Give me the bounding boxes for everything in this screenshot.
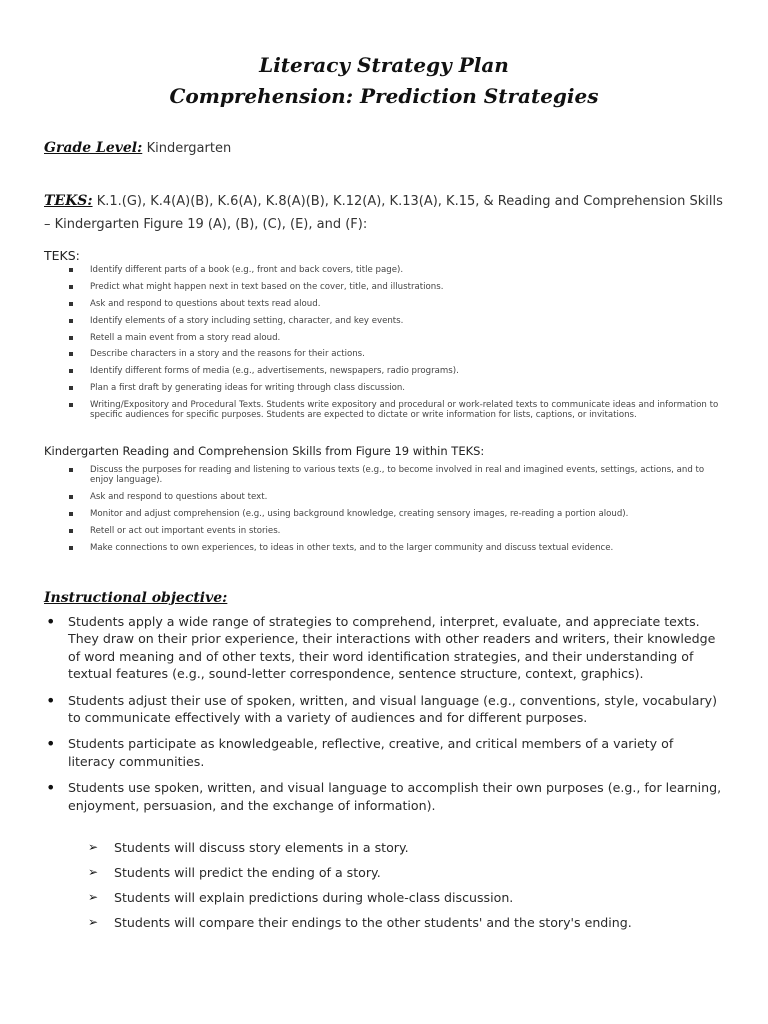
list-item: Ask and respond to questions about texts read aloud. (44, 299, 724, 309)
sub-list-item (88, 914, 724, 931)
teks-summary (44, 190, 724, 236)
teks-summary-label: TEKS: (44, 193, 93, 209)
list-item: • Students apply a wide range of strategies to comprehend, interpret, evaluate, and appreciate texts. They draw on their prior experience, their interactions with other readers and writers, their knowledge of word meaning and of other texts, their word identification strategies, and their understanding of textual features (e.g., sound-letter correspondence, sentence structure, context, graphics). (44, 613, 724, 683)
list-item: • Students adjust their use of spoken, written, and visual language (e.g., conventions, style, vocabulary) to communicate effectively with a variety of audiences and for different purposes. (44, 692, 724, 727)
objective-list (44, 613, 724, 823)
list-item: Ask and respond to questions about text. (44, 492, 724, 502)
grade-level (44, 140, 231, 156)
list-item: Retell a main event from a story read aloud. (44, 333, 724, 343)
teks-section-heading: TEKS: (44, 248, 80, 263)
figure-section-heading: Kindergarten Reading and Comprehension Skills from Figure 19 within TEKS: (44, 444, 485, 458)
list-item: Describe characters in a story and the reasons for their actions. (44, 349, 724, 359)
teks-summary-text: K.1.(G), K.4(A)(B), K.6(A), K.8(A)(B), K.12(A), K.13(A), K.15, & Reading and Comprehension Skills – Kindergarten Figure 19 (A), (B), (C), (E), and (F): (44, 194, 723, 232)
sub-list-item (88, 839, 724, 856)
list-item: Identify different parts of a book (e.g., front and back covers, title page). (44, 265, 724, 275)
arrow-bullet-icon: ➢ (88, 915, 99, 929)
arrow-bullet-icon: ➢ (88, 865, 99, 879)
grade-level-value: Kindergarten (146, 141, 232, 156)
figure-list (44, 465, 724, 559)
page-title: Literacy Strategy Plan (259, 53, 509, 77)
list-item: Monitor and adjust comprehension (e.g., using background knowledge, creating sensory images, re-reading a portion aloud). (44, 509, 724, 519)
list-item: • Students use spoken, written, and visual language to accomplish their own purposes (e.g., for learning, enjoyment, persuasion, and the exchange of information). (44, 779, 724, 814)
list-item: Identify elements of a story including setting, character, and key events. (44, 316, 724, 326)
page-subtitle: Comprehension: Prediction Strategies (169, 84, 599, 108)
sub-list-item (88, 864, 724, 881)
sub-list-item-text: Students will predict the ending of a story. (114, 865, 381, 880)
list-item: • Students participate as knowledgeable, reflective, creative, and critical members of a variety of literacy communities. (44, 735, 724, 770)
list-item: Writing/Expository and Procedural Texts. Students write expository and procedural or work-related texts to communicate ideas and information to specific audiences for specific purposes. Students are expected to dictate or write information for lists, captions, or invitations. (44, 400, 724, 420)
list-item: Discuss the purposes for reading and listening to various texts (e.g., to become involved in real and imagined events, settings, actions, and to enjoy language). (44, 465, 724, 485)
list-item: Make connections to own experiences, to ideas in other texts, and to the larger community and discuss textual evidence. (44, 543, 724, 553)
objective-label: Instructional objective: (44, 590, 228, 606)
list-item: Identify different forms of media (e.g., advertisements, newspapers, radio programs). (44, 366, 724, 376)
teks-list (44, 265, 724, 427)
sub-list-item-text: Students will compare their endings to the other students' and the story's ending. (114, 915, 632, 930)
list-item: Predict what might happen next in text based on the cover, title, and illustrations. (44, 282, 724, 292)
list-item: Plan a first draft by generating ideas for writing through class discussion. (44, 383, 724, 393)
arrow-bullet-icon: ➢ (88, 890, 99, 904)
sub-list-item-text: Students will discuss story elements in a story. (114, 840, 409, 855)
sub-list-item-text: Students will explain predictions during whole-class discussion. (114, 890, 514, 905)
objective-sub-list (88, 839, 724, 939)
list-item: Retell or act out important events in stories. (44, 526, 724, 536)
sub-list-item (88, 889, 724, 906)
arrow-bullet-icon: ➢ (88, 840, 99, 854)
grade-level-label: Grade Level: (44, 140, 143, 156)
